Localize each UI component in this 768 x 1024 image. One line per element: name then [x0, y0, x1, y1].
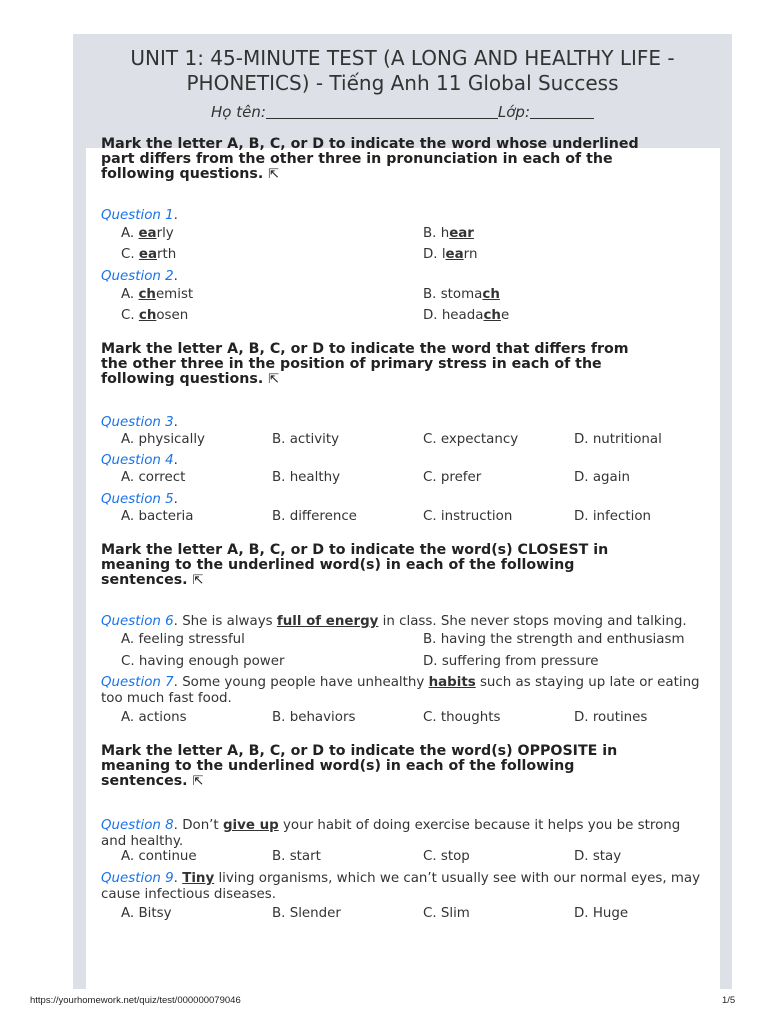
q7-option-b[interactable]: B. behaviors — [272, 710, 356, 725]
question-7-label: Question 7. Some young people have unhealthy habits such as staying up late or eating too much fast food. — [101, 675, 700, 706]
q6-option-c[interactable]: C. having enough power — [121, 654, 285, 669]
q1-option-c[interactable]: C. earth — [121, 247, 177, 262]
q4-option-c[interactable]: C. prefer — [423, 470, 482, 485]
q2-option-b[interactable]: B. stomach — [423, 287, 500, 302]
expand-arrow-icon[interactable]: ⇱ — [268, 167, 280, 182]
q3-option-c[interactable]: C. expectancy — [423, 432, 519, 447]
page-number: 1/5 — [722, 995, 736, 1006]
q9-option-a[interactable]: A. Bitsy — [121, 906, 172, 921]
name-blank — [266, 103, 498, 119]
q8-option-a[interactable]: A. continue — [121, 849, 197, 864]
question-4-label: Question 4. — [101, 453, 178, 468]
question-3-label: Question 3. — [101, 415, 178, 430]
q7-option-a[interactable]: A. actions — [121, 710, 187, 725]
section-instruction-2: Mark the letter A, B, C, or D to indicate the word that differs from the other three in the position of primary stress in each of the following questions. ⇱ — [101, 341, 629, 387]
class-blank — [530, 103, 594, 119]
question-1-label: Question 1. — [101, 208, 178, 223]
q2-option-d[interactable]: D. headаche — [423, 308, 510, 323]
question-8-label: Question 8. Don’t give up your habit of doing exercise because it helps you be strong and healthy. — [101, 818, 681, 849]
page-title: UNIT 1: 45-MINUTE TEST (A LONG AND HEALTHY LIFE - PHONETICS) - Tiếng Anh 11 Global Success — [130, 46, 675, 95]
q6-option-b[interactable]: B. having the strength and enthusiasm — [423, 632, 685, 647]
q9-option-b[interactable]: B. Slender — [272, 906, 341, 921]
expand-arrow-icon[interactable]: ⇱ — [192, 573, 204, 588]
section-instruction-3: Mark the letter A, B, C, or D to indicate the word(s) CLOSEST in meaning to the underlined word(s) in each of the following sentences. ⇱ — [101, 542, 609, 588]
question-9-label: Question 9. Tiny living organisms, which we can’t usually see with our normal eyes, may cause infectious diseases. — [101, 871, 701, 902]
q6-option-d[interactable]: D. suffering from pressure — [423, 654, 599, 669]
q5-option-a[interactable]: A. bacteria — [121, 509, 194, 524]
q8-option-c[interactable]: C. stop — [423, 849, 470, 864]
expand-arrow-icon[interactable]: ⇱ — [192, 774, 204, 789]
q2-option-a[interactable]: A. chemist — [121, 287, 194, 302]
expand-arrow-icon[interactable]: ⇱ — [268, 372, 280, 387]
q8-option-d[interactable]: D. stay — [574, 849, 622, 864]
q4-option-d[interactable]: D. again — [574, 470, 630, 485]
q2-option-c[interactable]: C. chosen — [121, 308, 189, 323]
q9-option-c[interactable]: C. Slim — [423, 906, 470, 921]
section-instruction-4: Mark the letter A, B, C, or D to indicate the word(s) OPPOSITE in meaning to the underlined word(s) in each of the following sentences. ⇱ — [101, 743, 618, 789]
q4-option-b[interactable]: B. healthy — [272, 470, 341, 485]
q9-option-d[interactable]: D. Huge — [574, 906, 629, 921]
q3-option-b[interactable]: B. activity — [272, 432, 340, 447]
q5-option-d[interactable]: D. infection — [574, 509, 651, 524]
q1-option-d[interactable]: D. learn — [423, 247, 478, 262]
q1-option-a[interactable]: A. early — [121, 226, 174, 241]
q8-option-b[interactable]: B. start — [272, 849, 321, 864]
q4-option-a[interactable]: A. correct — [121, 470, 186, 485]
question-2-label: Question 2. — [101, 269, 178, 284]
footer-url: https://yourhomework.net/quiz/test/000000079046 — [30, 995, 241, 1006]
class-label: Lớp: — [497, 103, 530, 121]
q1-option-b[interactable]: B. hear — [423, 226, 474, 241]
q5-option-b[interactable]: B. difference — [272, 509, 357, 524]
student-info-line — [73, 103, 732, 121]
section-instruction-1: Mark the letter A, B, C, or D to indicate the word whose underlined part differs from the other three in pronunciation in each of the following questions. ⇱ — [101, 136, 639, 182]
q5-option-c[interactable]: C. instruction — [423, 509, 513, 524]
question-6-label: Question 6. She is always full of energy in class. She never stops moving and talking. — [101, 614, 687, 629]
q7-option-c[interactable]: C. thoughts — [423, 710, 501, 725]
q6-option-a[interactable]: A. feeling stressful — [121, 632, 245, 647]
q3-option-a[interactable]: A. physically — [121, 432, 205, 447]
name-label: Họ tên: — [210, 103, 266, 121]
q7-option-d[interactable]: D. routines — [574, 710, 648, 725]
question-5-label: Question 5. — [101, 492, 178, 507]
q3-option-d[interactable]: D. nutritional — [574, 432, 662, 447]
